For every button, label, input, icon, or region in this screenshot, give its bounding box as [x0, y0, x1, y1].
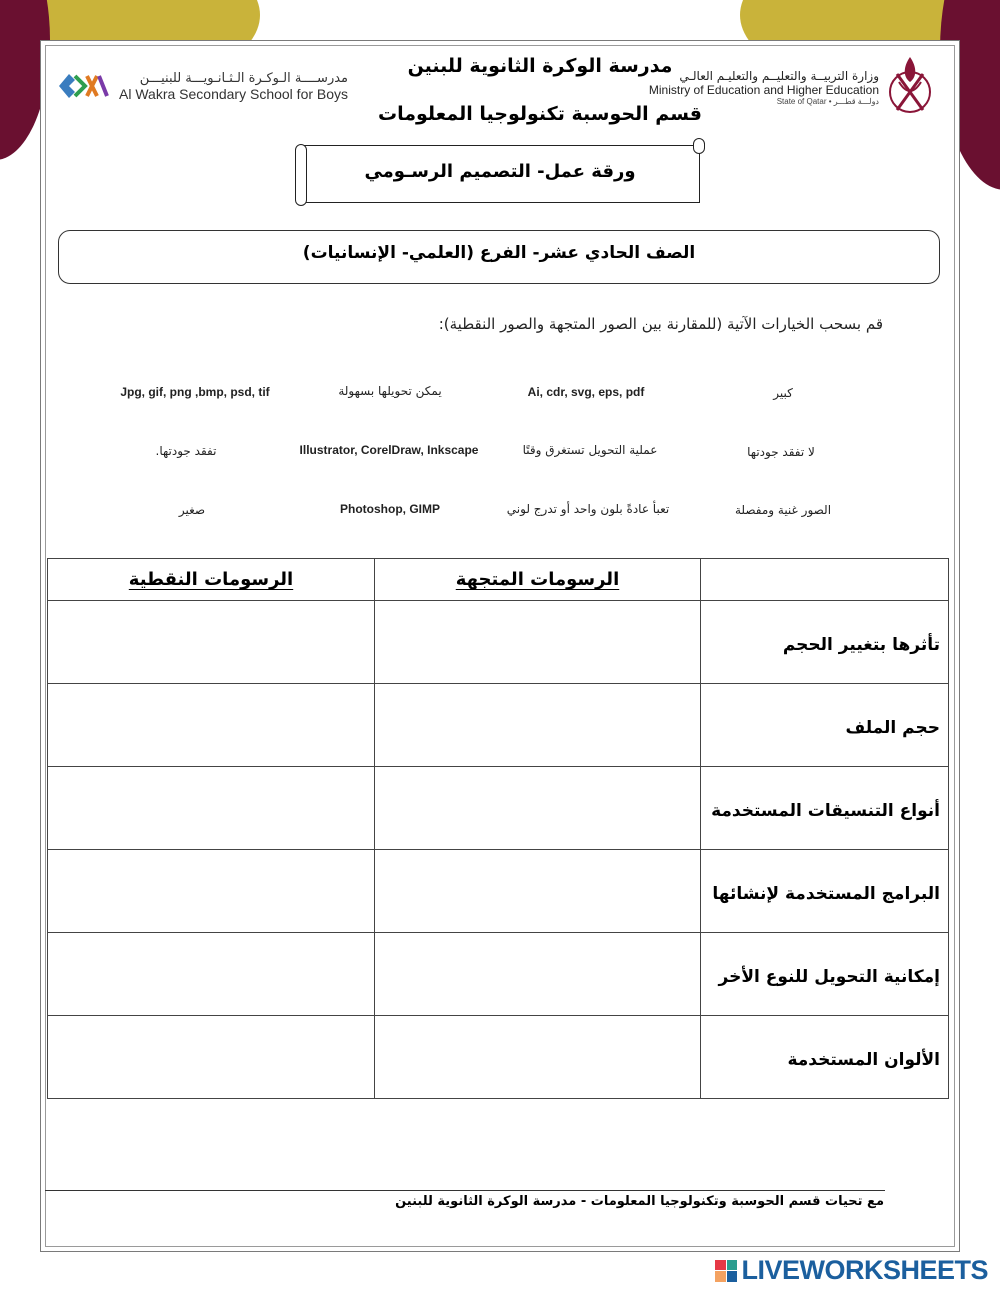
liveworksheets-mark-icon — [715, 1260, 737, 1282]
ministry-logo — [649, 52, 935, 122]
table-row — [48, 933, 949, 1016]
drop-zone-vector-formats[interactable] — [375, 767, 701, 850]
drop-zone-raster-conversion[interactable] — [48, 933, 375, 1016]
option-small[interactable]: صغير — [178, 503, 206, 517]
liveworksheets-brand: LIVEWORKSHEETS — [741, 1255, 988, 1285]
row-label-resize-effect: تأثرها بتغيير الحجم — [701, 601, 949, 684]
drop-zone-vector-colors[interactable] — [375, 1016, 701, 1099]
drop-zone-vector-file-size[interactable] — [375, 684, 701, 767]
option-conversion-takes-time[interactable]: عملية التحويل تستغرق وقتًا — [522, 443, 658, 457]
drop-zone-raster-software[interactable] — [48, 850, 375, 933]
table-header-raster: الرسومات النقطية — [48, 559, 375, 601]
drop-zone-vector-resize[interactable] — [375, 601, 701, 684]
table-row — [48, 767, 949, 850]
drop-zone-vector-software[interactable] — [375, 850, 701, 933]
comparison-table — [47, 558, 949, 1099]
school-title: مدرسة الوكرة الثانوية للبنين — [407, 55, 673, 77]
option-rich-detailed-images[interactable]: الصور غنية ومفصلة — [734, 503, 832, 517]
worksheet-title-banner — [300, 145, 700, 203]
table-row — [48, 1016, 949, 1099]
row-label-colors: الألوان المستخدمة — [701, 1016, 949, 1099]
table-header-vector: الرسومات المتجهة — [375, 559, 701, 601]
department-title: قسم الحوسبة تكنولوجيا المعلومات — [378, 103, 702, 125]
option-raster-software[interactable]: Photoshop, GIMP — [340, 502, 440, 516]
drop-zone-raster-file-size[interactable] — [48, 684, 375, 767]
school-logo-english: Al Wakra Secondary School for Boys — [119, 85, 349, 102]
class-info-box — [58, 230, 940, 284]
school-logo-icon — [55, 68, 111, 104]
table-header-row — [48, 559, 949, 601]
table-row — [48, 684, 949, 767]
drop-zone-raster-resize[interactable] — [48, 601, 375, 684]
option-no-quality-loss[interactable]: لا تفقد جودتها — [747, 445, 815, 459]
option-raster-formats[interactable]: Jpg, gif, png ,bmp, psd, tif — [120, 385, 270, 399]
drop-zone-raster-formats[interactable] — [48, 767, 375, 850]
worksheet-title: ورقة عمل- التصميم الرسـومي — [364, 161, 636, 182]
option-large[interactable]: كبير — [773, 386, 793, 400]
ministry-state: State of Qatar • دولـــة قطـــر — [776, 96, 879, 106]
ministry-arabic: وزارة التربيــة والتعليــم والتعليـم العالـي — [679, 68, 879, 83]
school-logo — [55, 68, 348, 104]
school-logo-arabic: مدرســــة الـوكـرة الـثـانـويـــة للبنيـــن — [139, 70, 349, 86]
option-vector-software[interactable]: Illustrator, CorelDraw, Inkscape — [299, 443, 479, 457]
qatar-emblem-icon — [885, 52, 935, 122]
table-header-empty — [701, 559, 949, 601]
drop-zone-vector-conversion[interactable] — [375, 933, 701, 1016]
option-easily-converted[interactable]: يمكن تحويلها بسهولة — [338, 384, 442, 398]
ministry-english: Ministry of Education and Higher Education — [648, 82, 879, 97]
table-row — [48, 850, 949, 933]
row-label-file-size: حجم الملف — [701, 684, 949, 767]
row-label-software: البرامج المستخدمة لإنشائها — [701, 850, 949, 933]
row-label-conversion: إمكانية التحويل للنوع الأخر — [701, 933, 949, 1016]
table-row — [48, 601, 949, 684]
option-vector-formats[interactable]: Ai, cdr, svg, eps, pdf — [527, 385, 645, 399]
footer-divider — [45, 1190, 885, 1191]
class-info: الصف الحادي عشر- الفرع (العلمي- الإنسانيات) — [302, 243, 696, 263]
footer-text: مع تحيات قسم الحوسبة وتكنولوجيا المعلومات - مدرسة الوكرة الثانوية للبنين — [395, 1194, 884, 1209]
liveworksheets-logo — [715, 1255, 988, 1286]
drop-zone-raster-colors[interactable] — [48, 1016, 375, 1099]
option-single-color-gradient[interactable]: تعبأ عادةً بلون واحد أو تدرج لوني — [506, 502, 670, 516]
instruction-text: قم بسحب الخيارات الآتية (للمقارنة بين الصور المتجهة والصور النقطية): — [438, 315, 883, 333]
option-loses-quality[interactable]: تفقد جودتها. — [155, 444, 217, 458]
row-label-formats: أنواع التنسيقات المستخدمة — [701, 767, 949, 850]
